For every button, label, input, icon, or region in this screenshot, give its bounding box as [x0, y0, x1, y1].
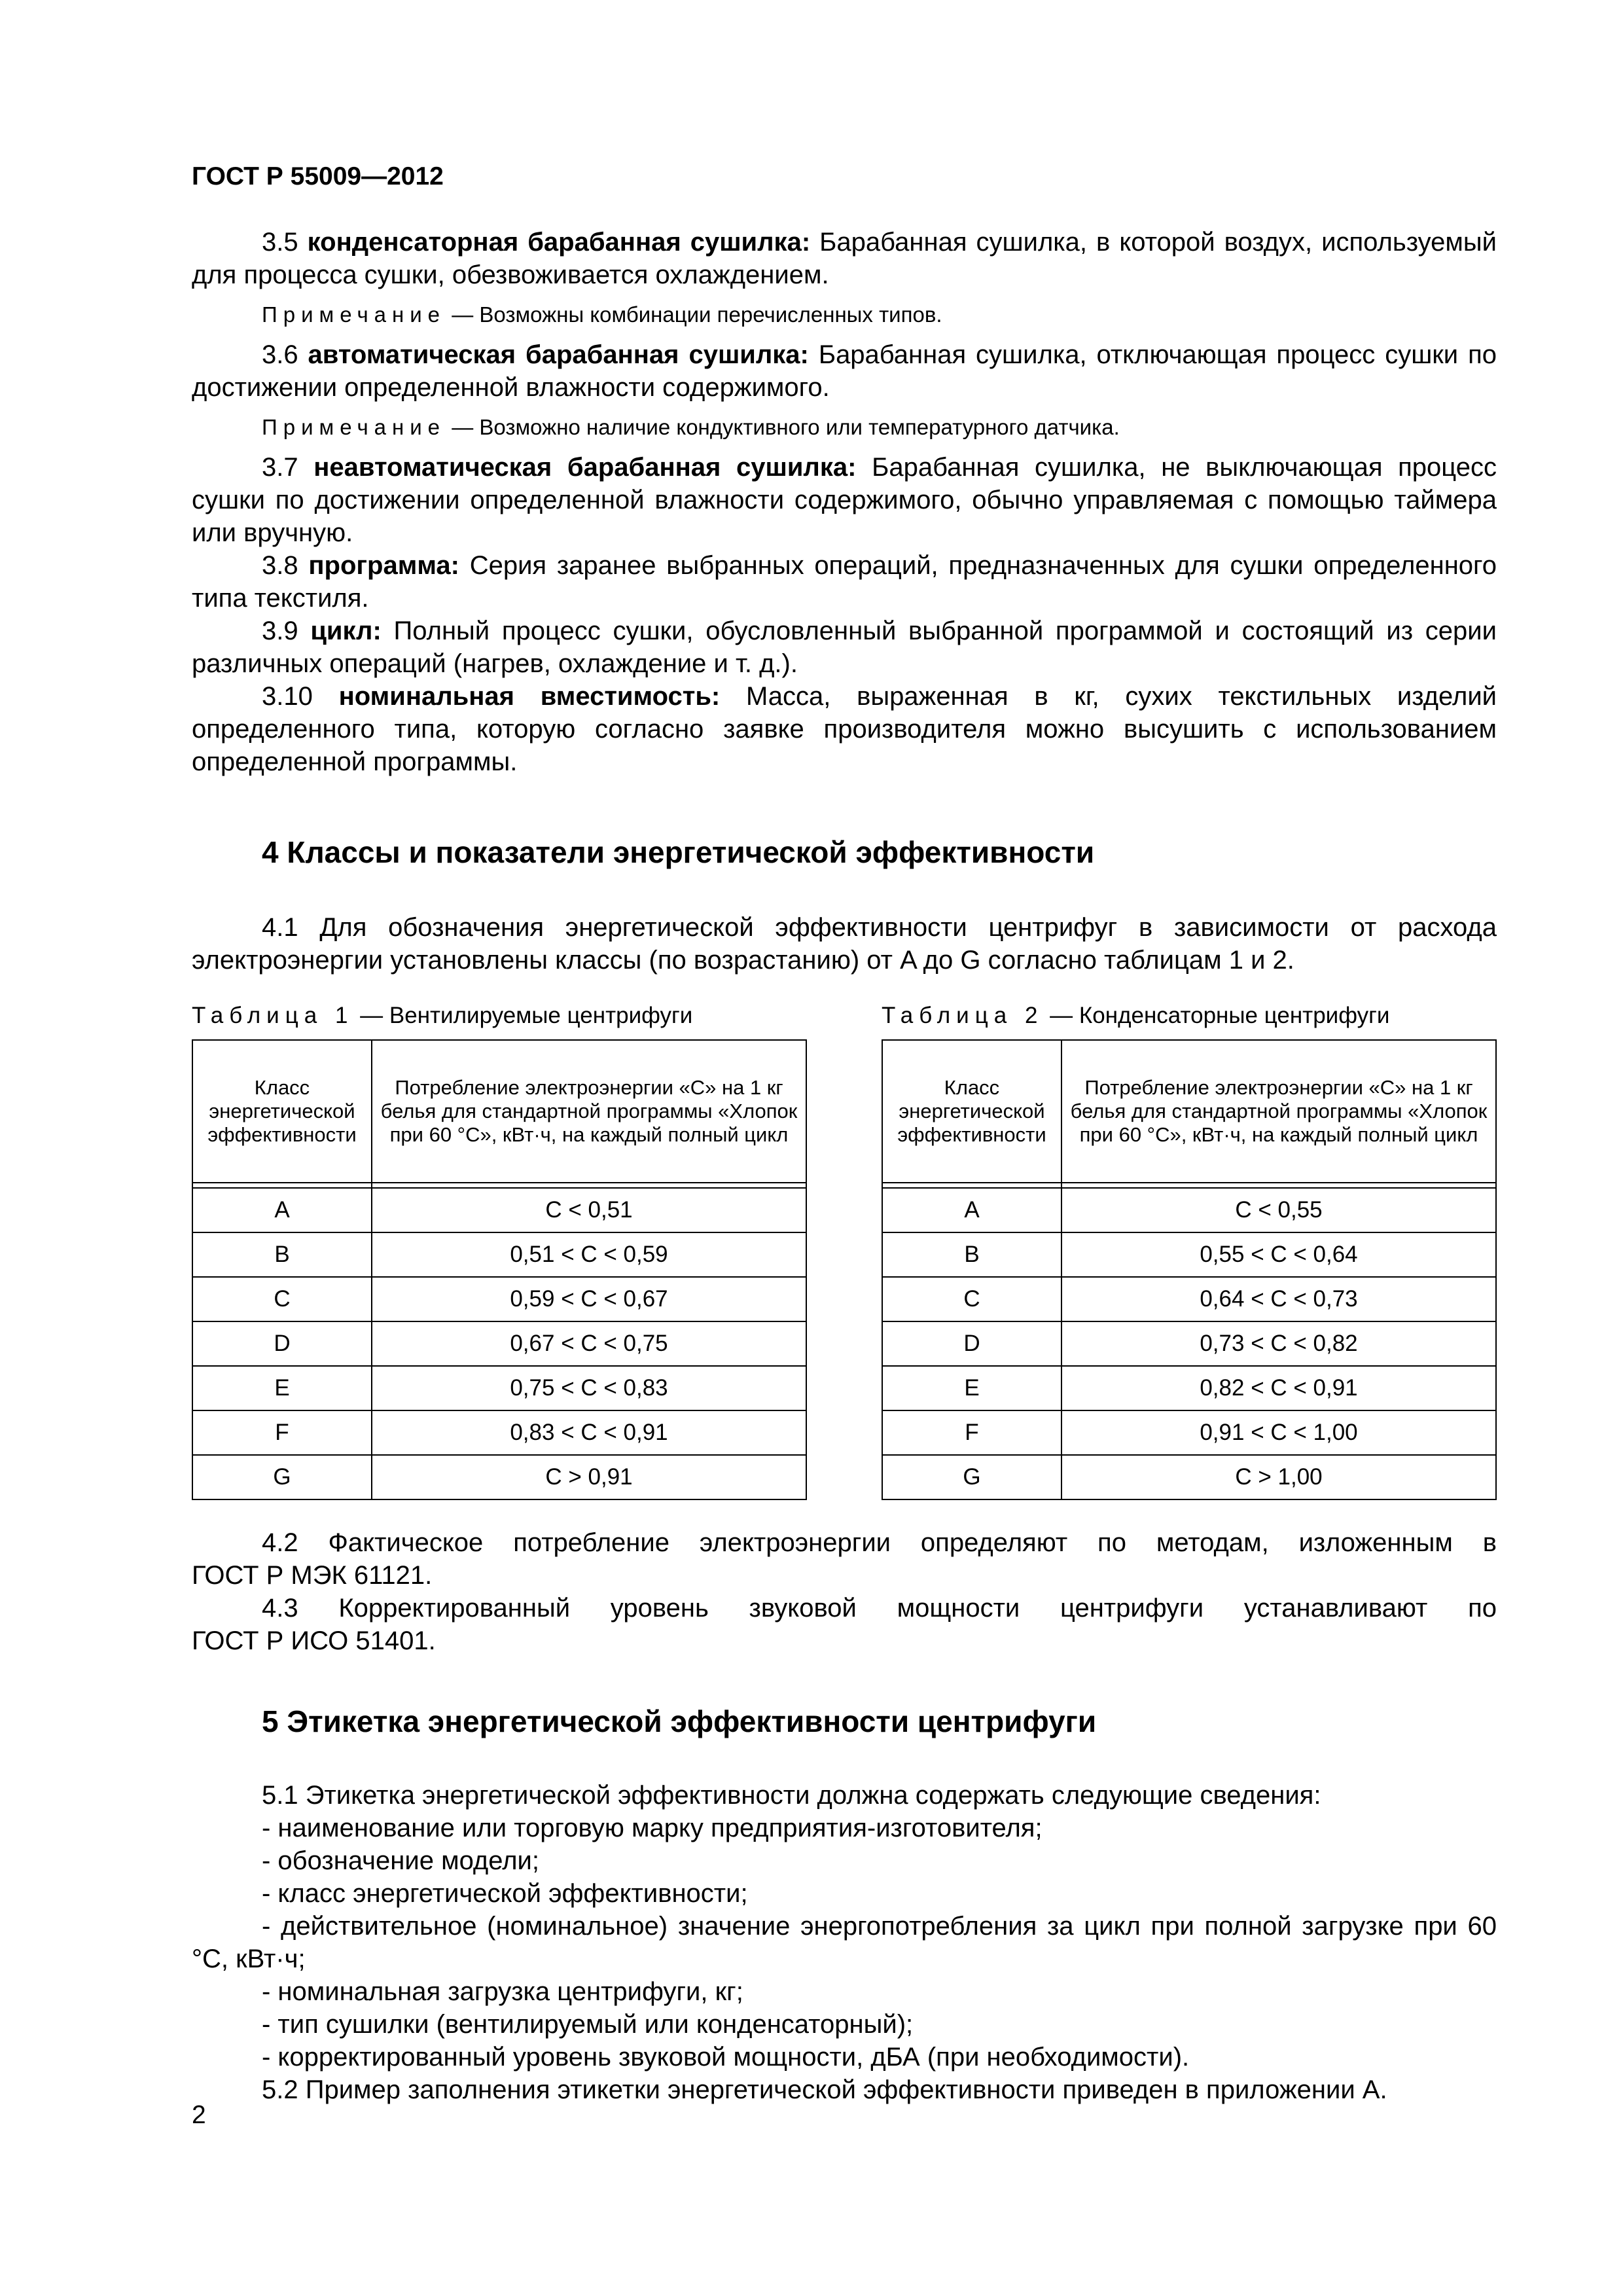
- table-2-block: [882, 1003, 1497, 1500]
- paragraph-4-2-line2: ГОСТ Р МЭК 61121.: [192, 1561, 433, 1590]
- table-gap: [192, 1183, 806, 1188]
- table-header-row: [882, 1040, 1496, 1183]
- page-number: 2: [192, 2101, 206, 2129]
- table-label: Таблица 2: [882, 1003, 1044, 1028]
- cell-class: C: [882, 1277, 1061, 1321]
- cell-value: 0,82 < C < 0,91: [1061, 1366, 1496, 1410]
- table-1-block: [192, 1003, 807, 1500]
- def-number: 3.8: [262, 551, 298, 580]
- list-item: - действительное (номинальное) значение энергопотребления за цикл при полной загрузке при 60 °C, кВт·ч;: [192, 1912, 1497, 1973]
- table-row: [882, 1410, 1496, 1455]
- table-label: Таблица 1: [192, 1003, 354, 1028]
- header-class: Класс энергетической эффективности: [882, 1040, 1061, 1183]
- cell-value: C < 0,51: [372, 1188, 806, 1232]
- table-row: [882, 1455, 1496, 1499]
- def-term: автоматическая барабанная сушилка:: [308, 340, 809, 369]
- cell-class: G: [192, 1455, 372, 1499]
- cell-class: E: [192, 1366, 372, 1410]
- def-number: 3.10: [262, 682, 313, 711]
- table-gap: [882, 1183, 1496, 1188]
- cell-value: 0,91 < C < 1,00: [1061, 1410, 1496, 1455]
- definition-3-9: [192, 615, 1497, 680]
- cell-class: C: [192, 1277, 372, 1321]
- cell-class: E: [882, 1366, 1061, 1410]
- def-number: 3.9: [262, 617, 298, 645]
- cell-value: 0,67 < C < 0,75: [372, 1321, 806, 1366]
- cell-value: 0,75 < C < 0,83: [372, 1366, 806, 1410]
- paragraph-4-3-line1: 4.3 Корректированный уровень звуковой мощности центрифуги устанавливают по: [262, 1594, 1497, 1623]
- list-item: - наименование или торговую марку предприятия-изготовителя;: [262, 1814, 1043, 1842]
- cell-value: 0,59 < C < 0,67: [372, 1277, 806, 1321]
- cell-value: 0,83 < C < 0,91: [372, 1410, 806, 1455]
- note-text: — Возможно наличие кондуктивного или температурного датчика.: [452, 415, 1120, 439]
- cell-class: B: [882, 1232, 1061, 1277]
- cell-class: G: [882, 1455, 1061, 1499]
- table-1: [192, 1039, 807, 1500]
- table-row: [192, 1455, 806, 1499]
- document-body: [192, 226, 1497, 2106]
- cell-class: D: [882, 1321, 1061, 1366]
- note-2: [192, 413, 1497, 442]
- cell-value: 0,64 < C < 0,73: [1061, 1277, 1496, 1321]
- table-row: [882, 1232, 1496, 1277]
- table-1-caption: [192, 1003, 807, 1029]
- cell-class: F: [882, 1410, 1061, 1455]
- table-caption-text: — Вентилируемые центрифуги: [360, 1003, 693, 1028]
- def-text: Барабанная сушилка, отключающая процесс сушки по достижении определенной влажности содержимого.: [192, 340, 1497, 402]
- table-row: [192, 1366, 806, 1410]
- cell-class: F: [192, 1410, 372, 1455]
- cell-value: C < 0,55: [1061, 1188, 1496, 1232]
- def-text: Барабанная сушилка, в которой воздух, используемый для процесса сушки, обезвоживается охлаждением.: [192, 228, 1497, 289]
- paragraph-4-2-line1: 4.2 Фактическое потребление электроэнергии определяют по методам, изложенным в: [262, 1528, 1497, 1557]
- definition-3-7: [192, 451, 1497, 549]
- list-item: - обозначение модели;: [262, 1846, 539, 1875]
- list-item: - корректированный уровень звуковой мощности, дБА (при необходимости).: [262, 2043, 1190, 2072]
- def-text: Барабанная сушилка, не выключающая процесс сушки по достижении определенной влажности содержимого, обычно управляемая с помощью таймера или вручную.: [192, 453, 1497, 547]
- def-term: программа:: [308, 551, 459, 580]
- cell-class: B: [192, 1232, 372, 1277]
- def-term: номинальная вместимость:: [338, 682, 721, 711]
- paragraph-5-2: 5.2 Пример заполнения этикетки энергетической эффективности приведен в приложении А.: [262, 2075, 1387, 2104]
- note-text: — Возможны комбинации перечисленных типов.: [452, 302, 942, 327]
- cell-class: D: [192, 1321, 372, 1366]
- table-row: [192, 1321, 806, 1366]
- table-row: [192, 1232, 806, 1277]
- note-1: [192, 300, 1497, 329]
- paragraph-4-1: 4.1 Для обозначения энергетической эффективности центрифуг в зависимости от расхода электроэнергии установлены классы (по возрастанию) от A до G согласно таблицам 1 и 2.: [192, 913, 1497, 975]
- table-row: [882, 1277, 1496, 1321]
- def-term: неавтоматическая барабанная сушилка:: [313, 453, 857, 482]
- cell-value: 0,73 < C < 0,82: [1061, 1321, 1496, 1366]
- table-2-caption: [882, 1003, 1497, 1029]
- definition-3-6: [192, 338, 1497, 404]
- list-item: - тип сушилки (вентилируемый или конденсаторный);: [262, 2010, 914, 2039]
- table-header-row: [192, 1040, 806, 1183]
- table-2: [882, 1039, 1497, 1500]
- def-number: 3.5: [262, 228, 298, 257]
- def-number: 3.7: [262, 453, 298, 482]
- cell-class: A: [882, 1188, 1061, 1232]
- table-row: [192, 1410, 806, 1455]
- paragraph-4-3-line2: ГОСТ Р ИСО 51401.: [192, 1626, 436, 1655]
- section-5-heading: 5 Этикетка энергетической эффективности центрифуги: [262, 1704, 1097, 1738]
- document-code-header: ГОСТ Р 55009—2012: [192, 162, 444, 190]
- header-consumption: Потребление электроэнергии «C» на 1 кг белья для стандартной программы «Хлопок при 60 °C», кВт·ч, на каждый полный цикл: [372, 1040, 806, 1183]
- tables-row: [192, 1003, 1497, 1526]
- cell-value: 0,55 < C < 0,64: [1061, 1232, 1496, 1277]
- table-row: [882, 1366, 1496, 1410]
- table-row: [882, 1188, 1496, 1232]
- header-consumption: Потребление электроэнергии «C» на 1 кг белья для стандартной программы «Хлопок при 60 °C», кВт·ч, на каждый полный цикл: [1061, 1040, 1496, 1183]
- section-4-heading: 4 Классы и показатели энергетической эффективности: [262, 835, 1095, 869]
- def-text: Масса, выраженная в кг, сухих текстильных изделий определенного типа, которую согласно заявке производителя можно высушить с использованием определенной программы.: [192, 682, 1497, 776]
- def-term: конденсаторная барабанная сушилка:: [307, 228, 811, 257]
- table-row: [192, 1277, 806, 1321]
- label-items-list: [192, 1812, 1497, 2073]
- def-text: Полный процесс сушки, обусловленный выбранной программой и состоящий из серии различных операций (нагрев, охлаждение и т. д.).: [192, 617, 1497, 678]
- list-item: - класс энергетической эффективности;: [262, 1879, 748, 1908]
- definition-3-10: [192, 680, 1497, 778]
- cell-value: C > 0,91: [372, 1455, 806, 1499]
- note-label: Примечание: [262, 302, 446, 327]
- table-row: [882, 1321, 1496, 1366]
- definition-3-5: [192, 226, 1497, 291]
- def-text: Серия заранее выбранных операций, предназначенных для сушки определенного типа текстиля.: [192, 551, 1497, 613]
- table-caption-text: — Конденсаторные центрифуги: [1050, 1003, 1390, 1028]
- cell-class: A: [192, 1188, 372, 1232]
- note-label: Примечание: [262, 415, 446, 439]
- def-number: 3.6: [262, 340, 298, 369]
- paragraph-5-1: 5.1 Этикетка энергетической эффективности должна содержать следующие сведения:: [262, 1781, 1321, 1810]
- definition-3-8: [192, 549, 1497, 615]
- cell-value: 0,51 < C < 0,59: [372, 1232, 806, 1277]
- def-term: цикл:: [310, 617, 382, 645]
- cell-value: C > 1,00: [1061, 1455, 1496, 1499]
- header-class: Класс энергетической эффективности: [192, 1040, 372, 1183]
- table-row: [192, 1188, 806, 1232]
- list-item: - номинальная загрузка центрифуги, кг;: [262, 1977, 743, 2006]
